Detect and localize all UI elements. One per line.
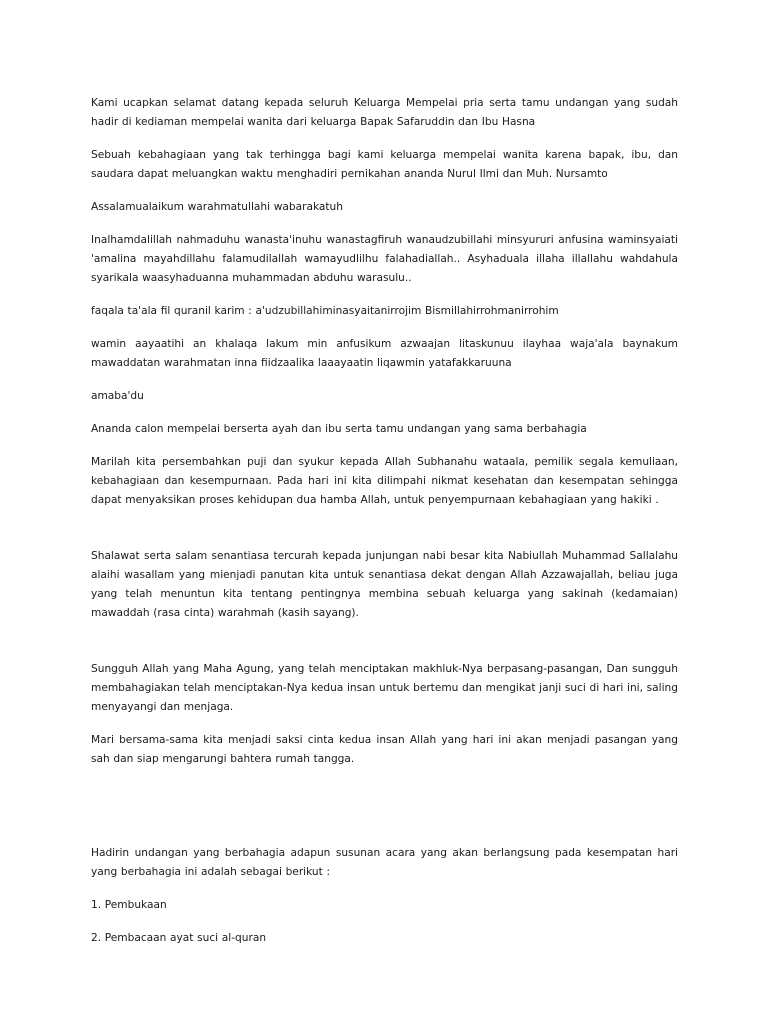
paragraph-agenda-intro: Hadirin undangan yang berbahagia adapun susunan acara yang akan berlangsung pada kesempatan hari yang berbahagia ini adalah sebagai berikut : [91,847,678,878]
paragraph-witness: Mari bersama-sama kita menjadi saksi cinta kedua insan Allah yang hari ini akan menjadi pasangan yang sah dan siap mengarungi bahtera rumah tangga. [91,734,678,765]
paragraph-quran-intro: faqala ta'ala fil quranil karim : a'udzubillahiminasyaitanirrojim Bismillahirrohmanirrohim [91,305,559,317]
document-body [91,94,678,962]
paragraph-verse: wamin aayaatihi an khalaqa lakum min anfusikum azwaajan litaskunuu ilayhaa waja'ala baynakum mawaddatan warahmatan inna fiidzaalika laaayaatin liqawmin yatafakkaruuna [91,338,678,369]
list-item-opening: 1. Pembukaan [91,899,167,911]
paragraph-amabadu: amaba'du [91,390,144,402]
paragraph-creation: Sungguh Allah yang Maha Agung, yang telah menciptakan makhluk-Nya berpasang-pasangan, Dan sungguh membahagiakan telah menciptakan-Nya kedua insan untuk bertemu dan mengikat janji suci di hari ini, saling menyayangi dan menjaga. [91,663,678,713]
paragraph-opening-prayer: Inalhamdalillah nahmaduhu wanasta'inuhu wanastagfiruh wanaudzubillahi minsyururi anfusina waminsyaiati 'amalina mayahdillahu falamudilallah wamayudlilhu falahadiallah.. Asyhaduala illaha illallahu wahdahula syarikala waasyhaduanna muhammadan abduhu warasulu.. [91,234,678,284]
list-item-quran-reading: 2. Pembacaan ayat suci al-quran [91,932,267,944]
paragraph-gratitude: Sebuah kebahagiaan yang tak terhingga bagi kami keluarga mempelai wanita karena bapak, ibu, dan saudara dapat meluangkan waktu menghadiri pernikahan ananda Nurul Ilmi dan Muh. Nursamto [91,149,678,180]
paragraph-salam: Assalamualaikum warahmatullahi wabarakatuh [91,201,343,213]
paragraph-praise: Marilah kita persembahkan puji dan syukur kepada Allah Subhanahu wataala, pemilik segala kemuliaan, kebahagiaan dan kesempurnaan. Pada hari ini kita dilimpahi nikmat kesehatan dan kesempatan sehingga dapat menyaksikan proses kehidupan dua hamba Allah, untuk penyempurnaan kebahagiaan yang hakiki . [91,456,678,506]
paragraph-welcome: Kami ucapkan selamat datang kepada seluruh Keluarga Mempelai pria serta tamu undangan yang sudah hadir di kediaman mempelai wanita dari keluarga Bapak Safaruddin dan Ibu Hasna [91,97,678,128]
paragraph-greeting-guests: Ananda calon mempelai berserta ayah dan ibu serta tamu undangan yang sama berbahagia [91,423,587,435]
paragraph-shalawat: Shalawat serta salam senantiasa tercurah kepada junjungan nabi besar kita Nabiullah Muhammad Sallalahu alaihi wasallam yang mienjadi panutan kita untuk senantiasa dekat dengan Allah Azzawajallah, beliau juga yang telah menuntun kita tentang pentingnya membina sebuah keluarga yang sakinah (kedamaian) mawaddah (rasa cinta) warahmah (kasih sayang). [91,550,678,619]
